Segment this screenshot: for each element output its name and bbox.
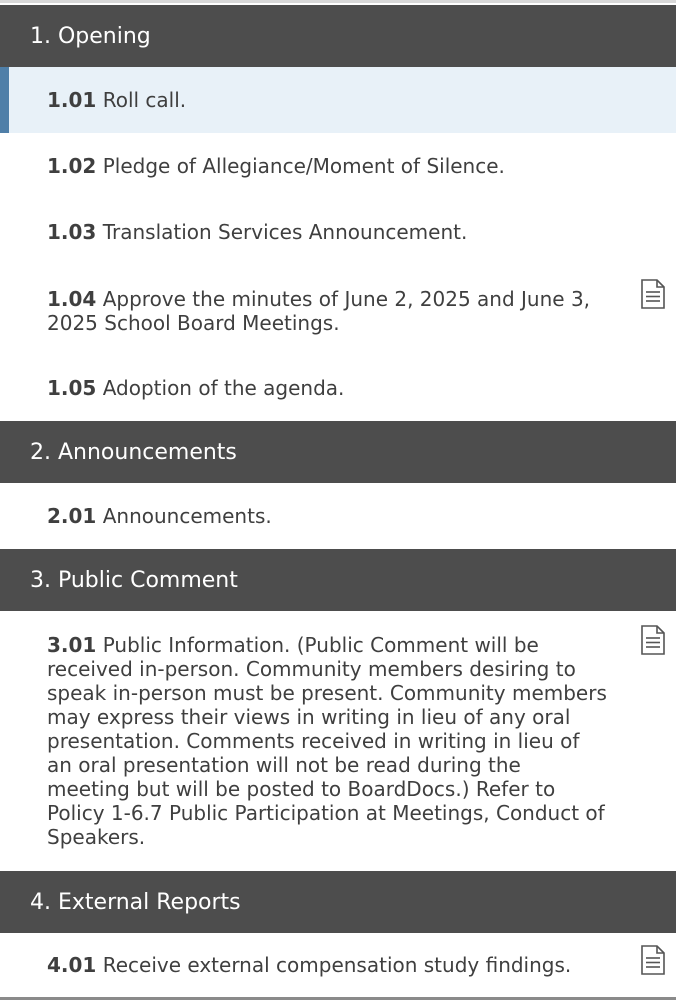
agenda-item-1-04[interactable]	[0, 265, 676, 355]
item-title: Adoption of the agenda.	[102, 376, 345, 400]
item-number: 1.05	[47, 376, 97, 400]
item-number: 1.01	[47, 88, 97, 112]
section-header-opening[interactable]: 1. Opening	[0, 5, 676, 67]
document-icon[interactable]	[640, 625, 666, 655]
item-title: Pledge of Allegiance/Moment of Silence.	[102, 154, 505, 178]
section-header-announcements[interactable]: 2. Announcements	[0, 421, 676, 483]
item-title: Announcements.	[102, 504, 272, 528]
item-number: 1.02	[47, 154, 97, 178]
item-title: Public Information. (Public Comment will be received in-person. Community members desiring to speak in-person must be present. Community members may express their views in writing in lieu of any oral presentation. Comments received in writing in lieu of an oral presentation will not be read during the meeting but will be posted to BoardDocs.) Refer to Policy 1-6.7 Public Participation at Meetings, Conduct of Speakers.	[47, 633, 607, 849]
document-icon[interactable]	[640, 945, 666, 975]
agenda-item-3-01[interactable]	[0, 611, 676, 871]
item-number: 1.03	[47, 220, 97, 244]
agenda-item-4-01[interactable]	[0, 933, 676, 997]
item-number: 1.04	[47, 287, 97, 311]
section-header-external-reports[interactable]: 4. External Reports	[0, 871, 676, 933]
agenda-item-1-05[interactable]	[0, 355, 676, 421]
agenda-item-1-02[interactable]	[0, 133, 676, 199]
section-header-public-comment[interactable]: 3. Public Comment	[0, 549, 676, 611]
item-title: Translation Services Announcement.	[102, 220, 468, 244]
item-title: Receive external compensation study findings.	[102, 953, 572, 977]
item-title: Approve the minutes of June 2, 2025 and June 3, 2025 School Board Meetings.	[47, 287, 591, 335]
top-border	[0, 0, 676, 3]
item-number: 2.01	[47, 504, 97, 528]
agenda-item-1-03[interactable]	[0, 199, 676, 265]
agenda-item-2-01[interactable]	[0, 483, 676, 549]
item-title: Roll call.	[102, 88, 187, 112]
item-number: 3.01	[47, 633, 97, 657]
agenda-item-1-01[interactable]	[0, 67, 676, 133]
document-icon[interactable]	[640, 279, 666, 309]
item-number: 4.01	[47, 953, 97, 977]
